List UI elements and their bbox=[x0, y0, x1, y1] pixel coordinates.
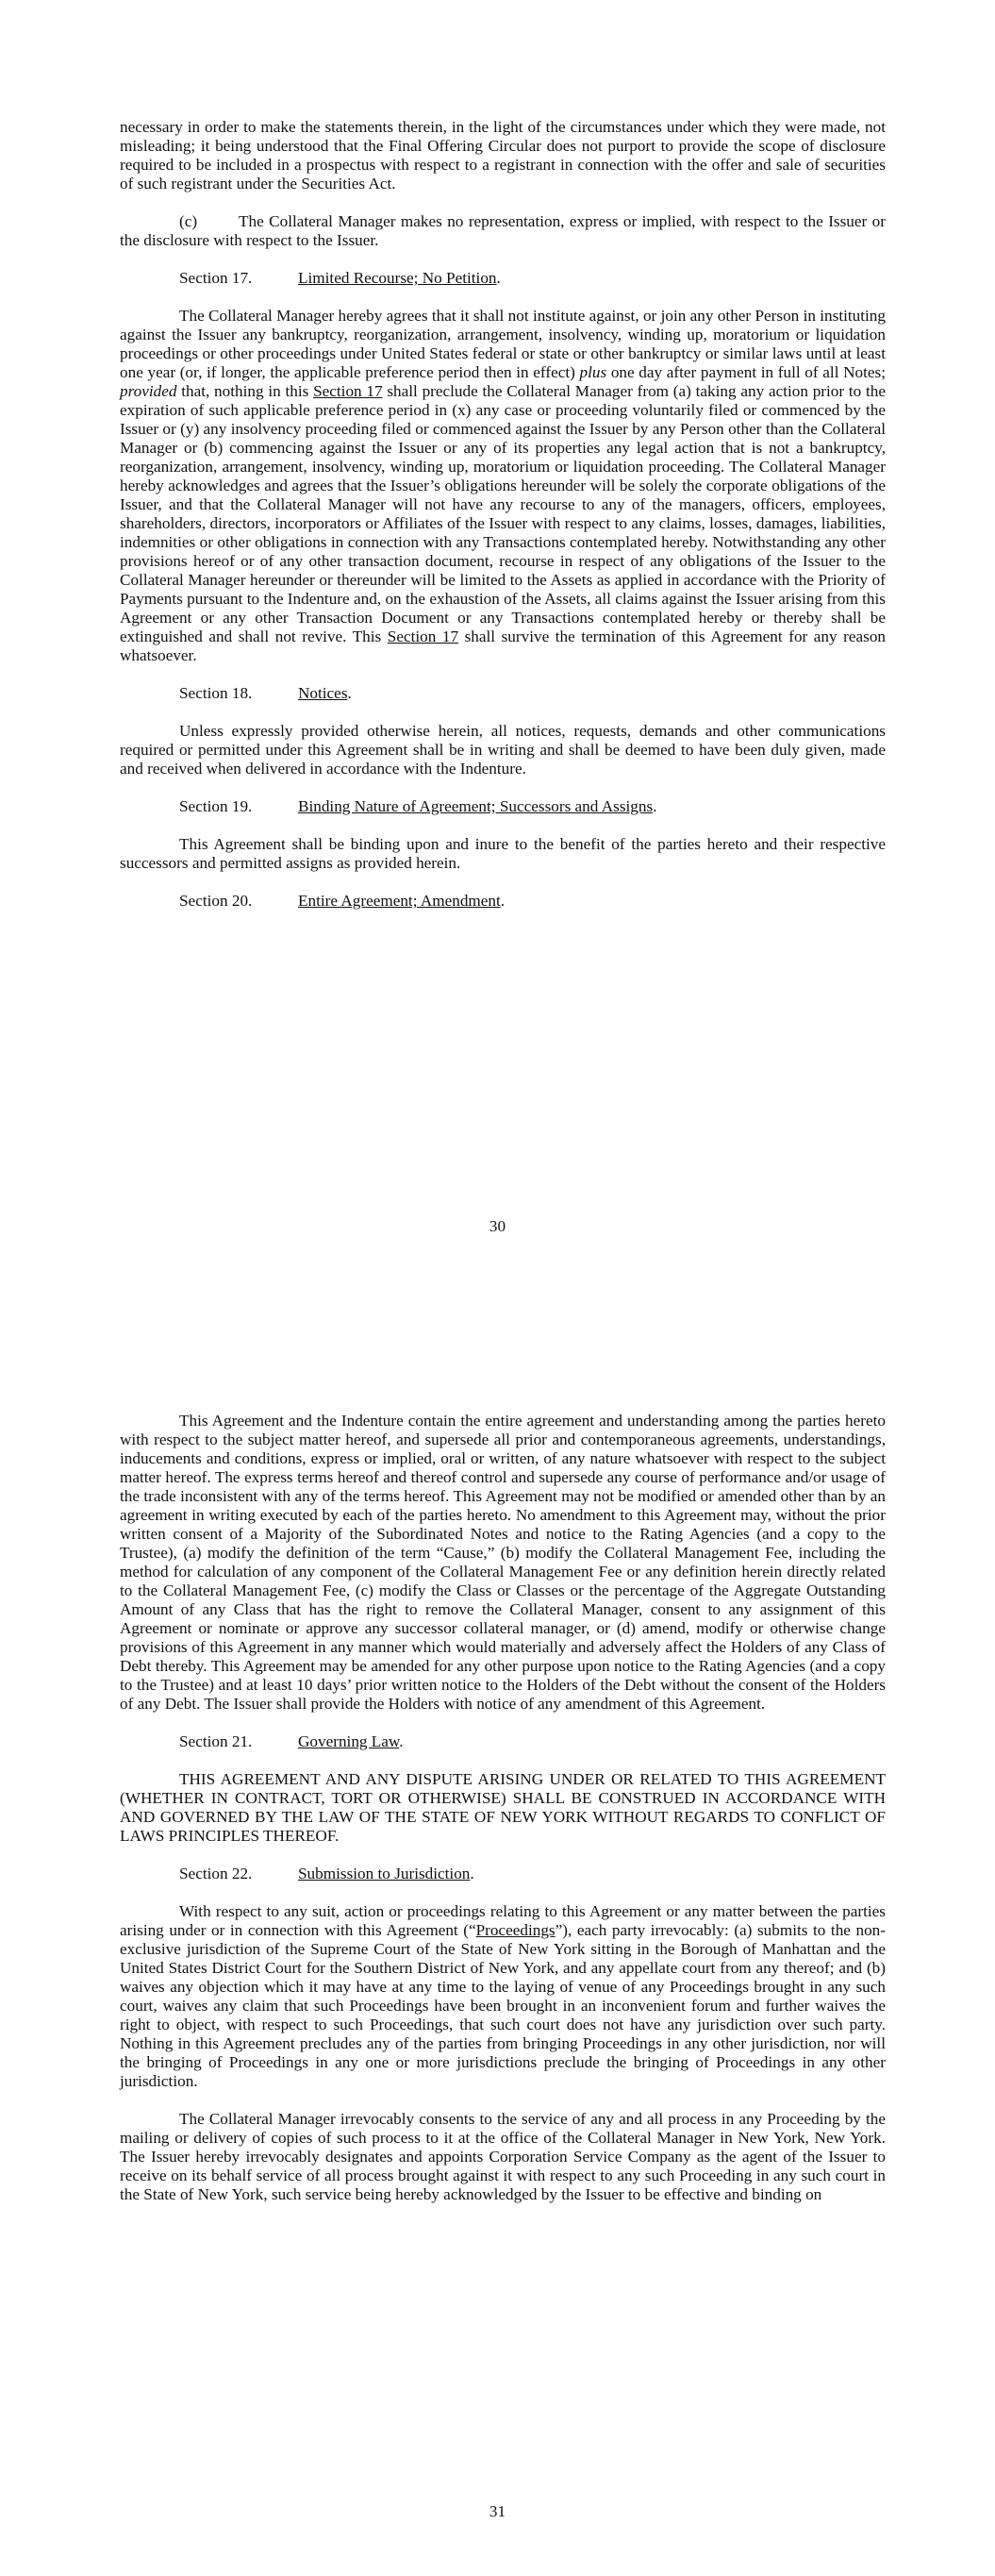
section-20-paragraph: This Agreement and the Indenture contain the entire agreement and understanding among the parties hereto with respect to the subject matter hereof, and supersede all prior and contemporaneous agreements, understandings, inducements and conditions, express or implied, oral or written, of any nature whatsoever with respect to the subject matter hereof. The express terms hereof and thereof control and supersede any course of performance and/or usage of the trade inconsistent with any of the terms hereof. This Agreement may not be modified or amended other than by an agreement in writing executed by each of the parties hereto. No amendment to this Agreement may, without the prior written consent of a Majority of the Subordinated Notes and notice to the Rating Agencies (and a copy to the Trustee), (a) modify the definition of the term “Cause,” (b) modify the Collateral Management Fee, including the method for calculation of any component of the Collateral Management Fee or any definition herein directly related to the Collateral Management Fee, (c) modify the Class or Classes or the percentage of the Aggregate Outstanding Amount of any Class that has the right to remove the Collateral Manager, consent to any assignment of this Agreement or nominate or approve any successor collateral manager, or (d) amend, modify or otherwise change provisions of this Agreement in any manner which would materially and adversely affect the Holders of any Class of Debt thereby. This Agreement may be amended for any other purpose upon notice to the Rating Agencies (and a copy to the Trustee) and at least 10 days’ prior written notice to the Holders of the Debt without the consent of the Holders of any Debt. The Issuer shall provide the Holders with notice of any amendment of this Agreement. bbox=[120, 1412, 886, 1713]
s17-text-d: shall preclude the Collateral Manager from (a) taking any action prior to the expiration of such applicable preference period in (x) any case or proceeding voluntarily filed or commenced by the Issuer or (y) any insolvency proceeding filed or commenced against the Issuer by any Person other than the Collateral Manager or (b) commencing against the Issuer or any of its properties any legal action that is not a bankruptcy, reorganization, arrangement, insolvency, winding up, moratorium or liquidation proceeding. The Collateral Manager hereby acknowledges and agrees that the Issuer’s obligations hereunder will be solely the corporate obligations of the Issuer, and that the Collateral Manager will not have any recourse to any of the managers, officers, employees, shareholders, directors, incorporators or Affiliates of the Issuer with respect to any claims, losses, damages, liabilities, indemnities or other obligations in connection with any Transactions contemplated hereby. Notwithstanding any other provisions hereof or of any other transaction document, recourse in respect of any obligations of the Issuer to the Collateral Manager hereunder or thereunder will be limited to the Assets as applied in accordance with the Priority of Payments pursuant to the Indenture and, on the exhaustion of the Assets, all claims against the Issuer arising from this Agreement or any other Transaction Document or any Transactions contemplated hereby or thereby shall be extinguished and shall not revive. This bbox=[120, 382, 886, 645]
section-18-title: Notices bbox=[298, 684, 348, 702]
s22-defined-term: Proceedings bbox=[475, 1921, 556, 1939]
s17-provided: provided bbox=[120, 382, 177, 400]
section-17-number: Section 17. bbox=[179, 269, 253, 287]
section-17-paragraph bbox=[120, 307, 886, 665]
clause-c-text: The Collateral Manager makes no representation, express or implied, with respect to the Issuer or the disclosure with respect to the Issuer. bbox=[120, 212, 886, 249]
paragraph-c bbox=[120, 212, 886, 250]
section-22-paragraph-2: The Collateral Manager irrevocably consents to the service of any and all process in any Proceeding by the mailing or delivery of copies of such process to it at the office of the Collateral Manager in New York, New York. The Issuer hereby irrevocably designates and appoints Corporation Service Company as the agent of the Issuer to receive on its behalf service of all process brought against it with respect to any such Proceeding in any such court in the State of New York, such service being hereby acknowledged by the Issuer to be effective and binding on bbox=[120, 2110, 886, 2203]
section-20-title: Entire Agreement; Amendment bbox=[298, 892, 501, 910]
s17-text-e: shall survive the termination of this Agreement for any reason whatsoever. bbox=[120, 627, 887, 664]
section-21-heading: Section 21. Governing Law. bbox=[179, 1732, 404, 1750]
section-21-number: Section 21. bbox=[179, 1732, 253, 1750]
section-18-number: Section 18. bbox=[179, 684, 253, 702]
section-19-paragraph: This Agreement shall be binding upon and inure to the benefit of the parties hereto and their respective successors and permitted assigns as provided herein. bbox=[120, 835, 886, 872]
section-18-heading: Section 18. Notices. bbox=[179, 684, 352, 702]
s22-text-b: ”), each party irrevocably: (a) submits to the non-exclusive jurisdiction of the Supreme Court of the State of New York sitting in the Borough of Manhattan and the United States District Court for the Southern District of New York, and any appellate court from any thereof; and (b) waives any objection which it may have at any time to the laying of venue of any Proceedings brought in any such court, waives any claim that such Proceedings have been brought in an inconvenient forum and further waives the right to object, with respect to such Proceedings, that such court does not have any jurisdiction over such party. Nothing in this Agreement precludes any of the parties from bringing Proceedings in any other jurisdiction, nor will the bringing of Proceedings in any one or more jurisdictions preclude the bringing of Proceedings in any other jurisdiction. bbox=[120, 1921, 886, 2090]
section-18-paragraph: Unless expressly provided otherwise herein, all notices, requests, demands and other communications required or permitted under this Agreement shall be in writing and shall be deemed to have been duly given, made and received when delivered in accordance with the Indenture. bbox=[120, 722, 886, 778]
s17-plus: plus bbox=[579, 363, 607, 381]
section-19-number: Section 19. bbox=[179, 797, 253, 815]
page-31 bbox=[0, 1288, 995, 2576]
s17-text-b: one day after payment in full of all Notes; bbox=[606, 363, 886, 381]
section-22-number: Section 22. bbox=[179, 1865, 253, 1882]
page-number: 30 bbox=[489, 1217, 506, 1235]
page-31-body bbox=[120, 1412, 886, 2204]
section-22-title: Submission to Jurisdiction bbox=[298, 1865, 471, 1882]
section-17-heading: Section 17. Limited Recourse; No Petition. bbox=[179, 269, 501, 287]
section-20-heading: Section 20. Entire Agreement; Amendment. bbox=[179, 892, 506, 910]
s17-cross-reference: Section 17 bbox=[313, 382, 383, 400]
page-number: 31 bbox=[489, 2502, 506, 2520]
page-30-body bbox=[120, 118, 886, 911]
section-19-title: Binding Nature of Agreement; Successors and Assigns bbox=[298, 797, 654, 815]
s22-text-a: With respect to any suit, action or proceedings relating to this Agreement or any matter between the parties arising under or in connection with this Agreement (“ bbox=[120, 1902, 886, 1939]
section-21-paragraph: THIS AGREEMENT AND ANY DISPUTE ARISING UNDER OR RELATED TO THIS AGREEMENT (WHETHER IN CONTRACT, TORT OR OTHERWISE) SHALL BE CONSTRUED IN ACCORDANCE WITH AND GOVERNED BY THE LAW OF THE STATE OF NEW YORK WITHOUT REGARDS TO CONFLICT OF LAWS PRINCIPLES THEREOF. bbox=[120, 1770, 886, 1845]
section-22-paragraph bbox=[120, 1902, 886, 2091]
s17-cross-reference-2: Section 17 bbox=[387, 627, 459, 645]
clause-c-label: (c) bbox=[179, 212, 198, 230]
paragraph-continuation: necessary in order to make the statements therein, in the light of the circumstances under which they were made, not misleading; it being understood that the Final Offering Circular does not purport to provide the scope of disclosure required to be included in a prospectus with respect to a registrant in connection with the offer and sale of securities of such registrant under the Securities Act. bbox=[120, 118, 886, 192]
section-21-title: Governing Law bbox=[298, 1732, 400, 1750]
section-20-number: Section 20. bbox=[179, 892, 253, 910]
s17-text-c: that, nothing in this bbox=[176, 382, 314, 400]
section-22-heading: Section 22. Submission to Jurisdiction. bbox=[179, 1865, 474, 1882]
section-19-heading: Section 19. Binding Nature of Agreement; Successors and Assigns. bbox=[179, 797, 657, 815]
s17-text-a: The Collateral Manager hereby agrees that it shall not institute against, or join any other Person in instituting against the Issuer any bankruptcy, reorganization, arrangement, insolvency, winding up, moratorium or liquidation proceedings or other proceedings under United States federal or state or other bankruptcy or similar laws until at least one year (or, if longer, the applicable preference period then in effect) bbox=[120, 307, 886, 381]
section-17-title: Limited Recourse; No Petition bbox=[298, 269, 497, 287]
